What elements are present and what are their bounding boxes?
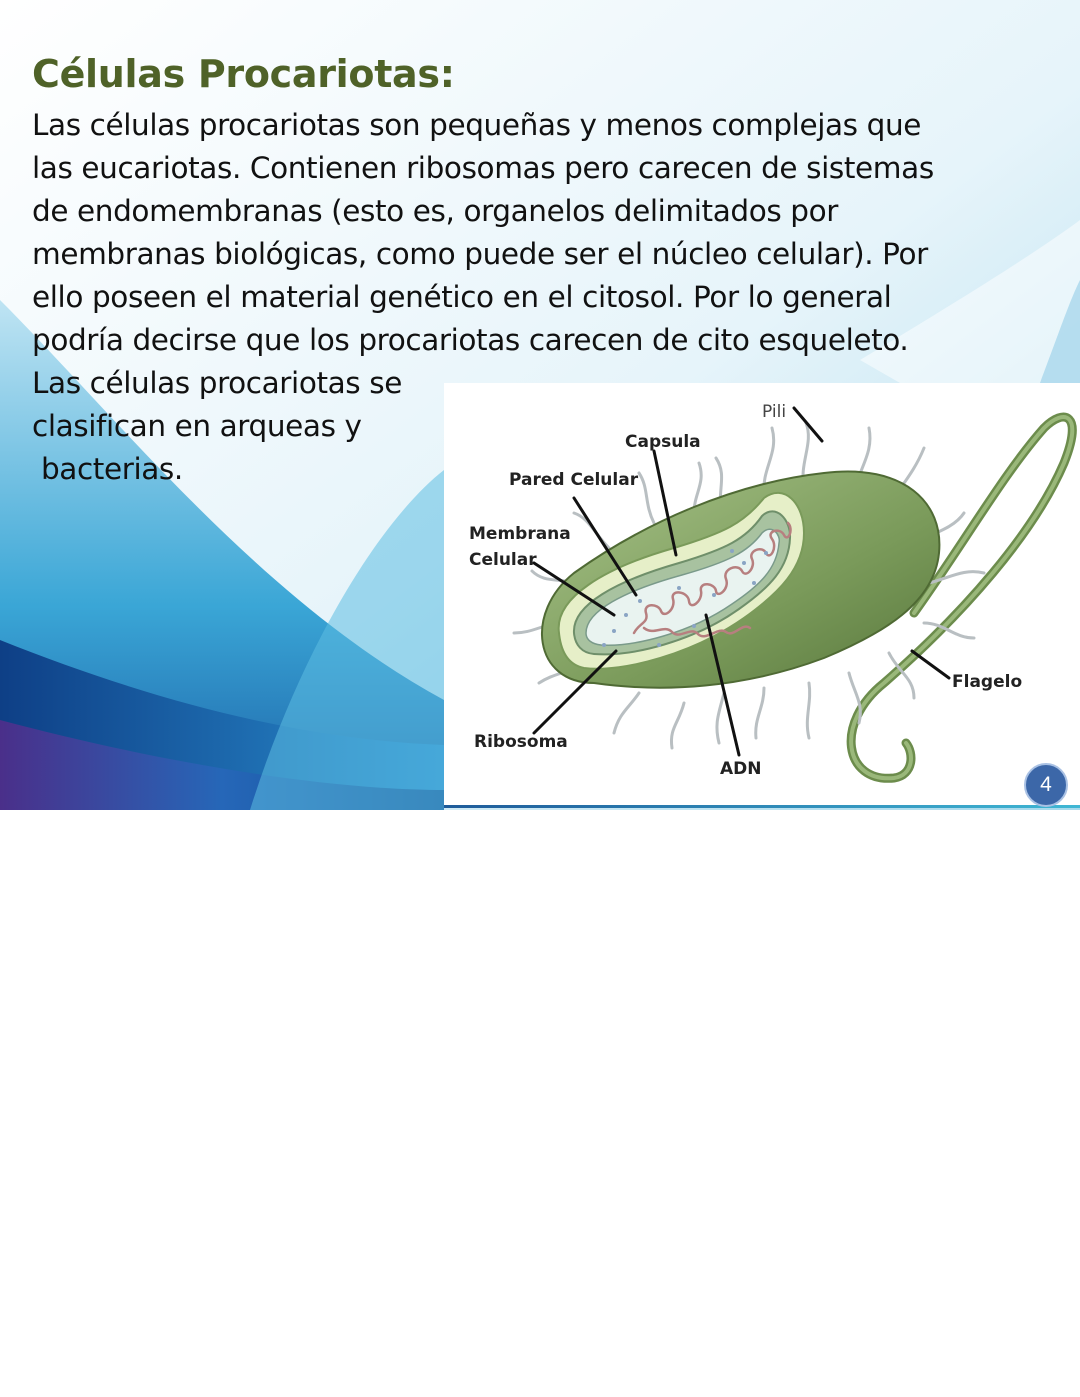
label-pili: Pili	[762, 402, 787, 422]
label-capsula: Capsula	[625, 432, 701, 452]
body-line: Las células procariotas se	[32, 366, 402, 400]
body-line: Las células procariotas son pequeñas y menos complejas que	[32, 108, 921, 142]
body-line: las eucariotas. Contienen ribosomas pero carecen de sistemas	[32, 151, 934, 185]
label-ribosoma: Ribosoma	[474, 732, 568, 752]
label-membrana-line1: Membrana	[469, 524, 571, 544]
slide-title: Células Procariotas:	[32, 52, 455, 96]
body-line: podría decirse que los procariotas carecen de cito esqueleto.	[32, 323, 909, 357]
body-line: clasifican en arqueas y	[32, 409, 362, 443]
bottom-rule	[444, 805, 1080, 808]
page-number-badge: 4	[1024, 763, 1068, 807]
label-pared-celular: Pared Celular	[509, 470, 639, 490]
prokaryotic-cell-figure	[444, 383, 1080, 806]
body-line: bacterias.	[32, 452, 183, 486]
body-line: de endomembranas (esto es, organelos delimitados por	[32, 194, 839, 228]
label-flagelo: Flagelo	[952, 672, 1023, 692]
body-line: membranas biológicas, como puede ser el núcleo celular). Por	[32, 237, 928, 271]
body-line: ello poseen el material genético en el citosol. Por lo general	[32, 280, 892, 314]
label-adn: ADN	[720, 759, 762, 779]
label-membrana-line2: Celular	[469, 550, 537, 570]
